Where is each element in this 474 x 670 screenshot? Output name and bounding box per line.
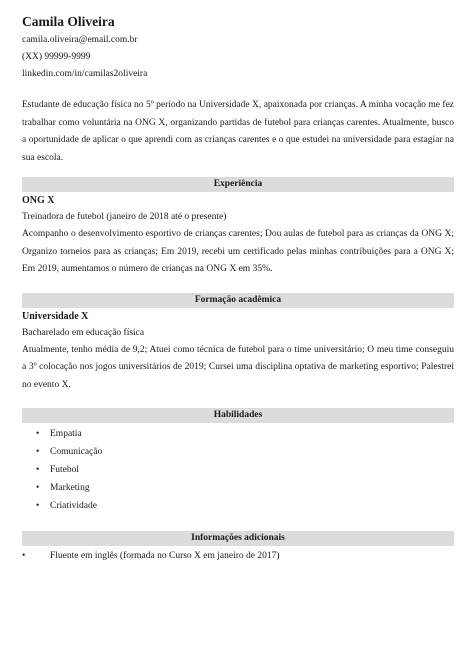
skill-label: Futebol: [50, 465, 80, 475]
list-item: [36, 479, 454, 497]
bullet-icon: •: [36, 465, 40, 475]
additional-info-heading: Informações adicionais: [22, 531, 454, 546]
bullet-icon: •: [22, 551, 26, 561]
experience-description: Acompanho o desenvolvimento esportivo de crianças carentes; Dou aulas de futebol para as crianças da ONG X; Organizo torneios para as crianças; Em 2019, recebi um certificado pelas minhas contribuições para a ONG X; Em 2019, aumentamos o número de crianças na ONG X em 35%.: [22, 229, 454, 274]
skills-list: [22, 425, 454, 515]
skill-label: Criatividade: [50, 501, 97, 511]
bullet-icon: •: [36, 429, 40, 439]
candidate-name: Camila Oliveira: [22, 14, 115, 29]
resume-page: [22, 12, 454, 564]
skill-label: Comunicação: [50, 447, 103, 457]
education-degree: Bacharelado em educação física: [22, 327, 145, 338]
list-item: [36, 443, 454, 461]
phone-text: (XX) 99999-9999: [22, 52, 91, 62]
bullet-icon: •: [36, 447, 40, 457]
linkedin-text: linkedin.com/in/camilas2oliveira: [22, 69, 148, 79]
list-item: [36, 425, 454, 443]
experience-org: ONG X: [22, 195, 55, 206]
skill-label: Marketing: [50, 483, 90, 493]
experience-section: [22, 193, 454, 279]
bullet-icon: •: [36, 483, 40, 493]
education-heading: Formação acadêmica: [22, 293, 454, 308]
education-institution: Universidade X: [22, 310, 89, 322]
resume-header: [22, 12, 454, 83]
list-item: [22, 548, 454, 564]
list-item: [36, 497, 454, 515]
additional-info-text: Fluente em inglês (formada no Curso X em janeiro de 2017): [50, 551, 280, 561]
additional-info-list: [22, 548, 454, 564]
skills-heading: Habilidades: [22, 408, 454, 423]
list-item: [36, 461, 454, 479]
email-text: camila.oliveira@email.com.br: [22, 35, 138, 45]
bullet-icon: •: [36, 501, 40, 511]
experience-role: Treinadora de futebol (janeiro de 2018 até o presente): [22, 212, 227, 222]
skill-label: Empatia: [50, 429, 82, 439]
experience-heading: Experiência: [22, 177, 454, 192]
summary-paragraph: Estudante de educação física no 5º período na Universidade X, apaixonada por crianças. A minha vocação me fez trabalhar como voluntária na ONG X, organizando partidas de futebol para crianças carentes. Atualmente, busco a oportunidade de aplicar o que aprendi com as crianças carentes e o que estudei na universidade para estagiar na sua escola.: [22, 100, 454, 163]
education-section: [22, 309, 454, 395]
education-description: Atualmente, tenho média de 9,2; Atuei como técnica de futebol para o time universitário; O meu time conseguiu a 3º colocação nos jogos universitários de 2019; Cursei uma disciplina optativa de marketing esportivo; Palestrei no evento X.: [22, 344, 454, 390]
